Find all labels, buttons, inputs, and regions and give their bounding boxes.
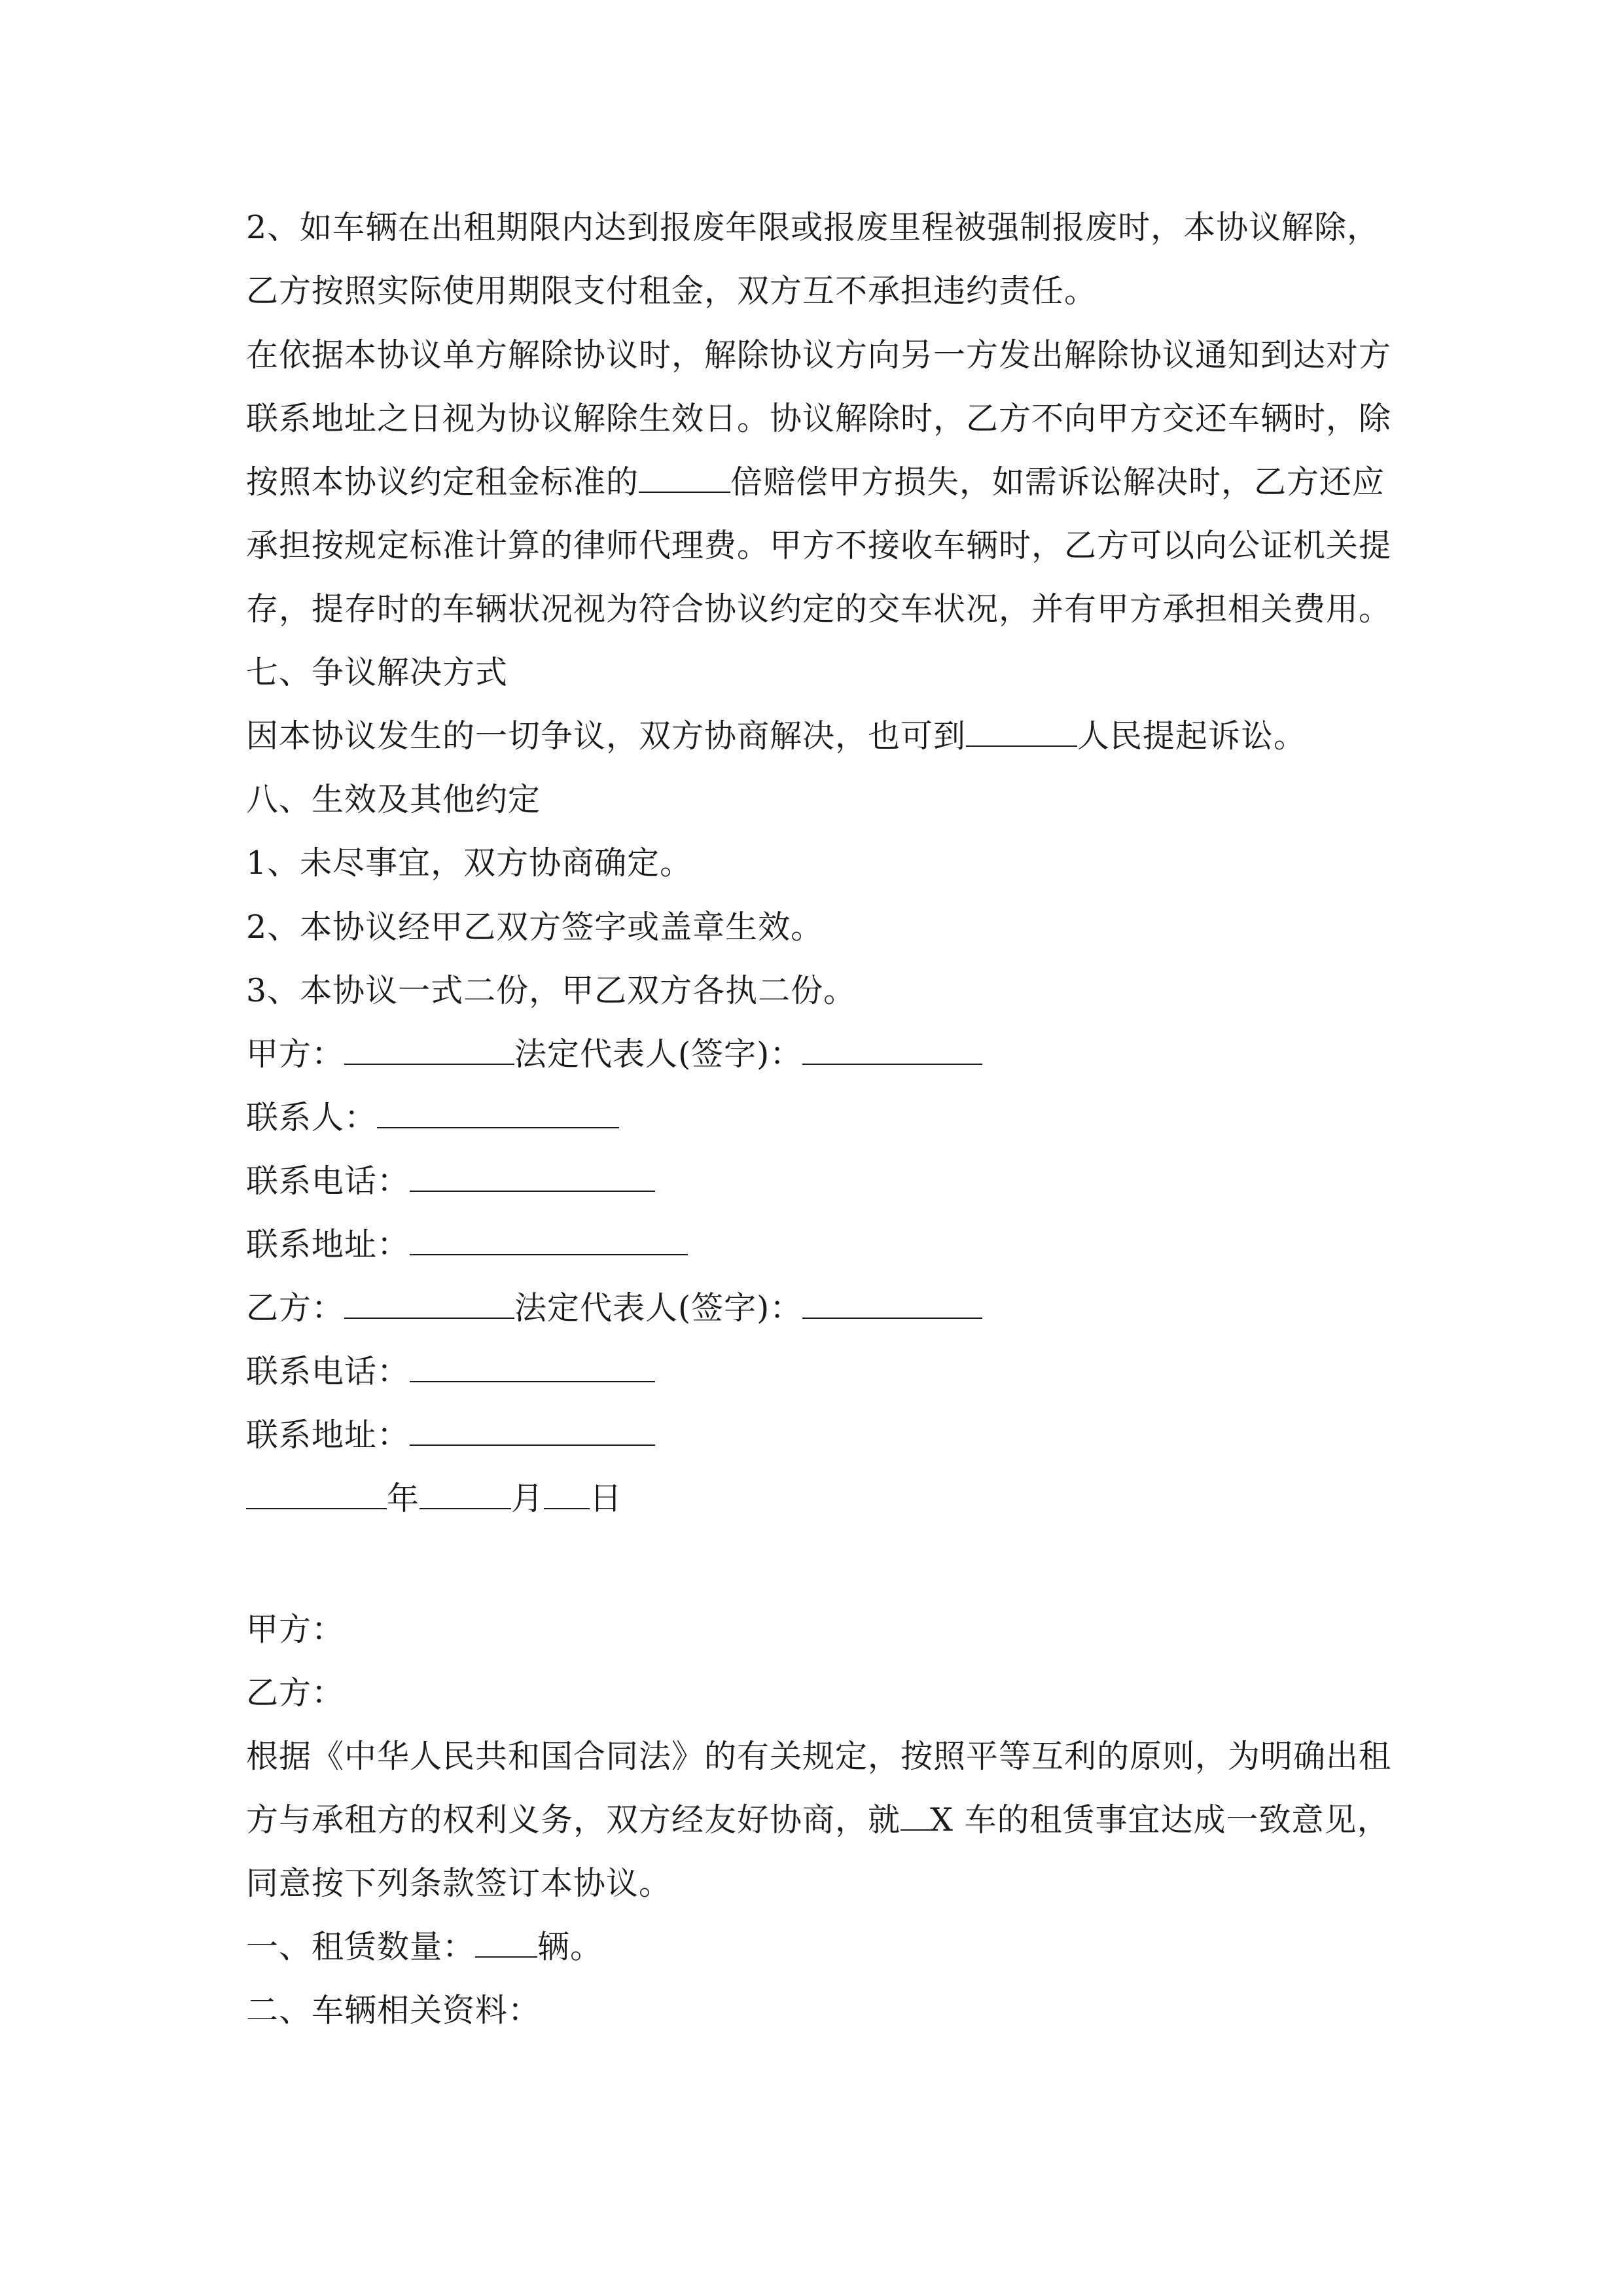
blank-field: [966, 717, 1077, 747]
phone-line-a: [246, 1162, 655, 1201]
paragraph-line: 1、未尽事宜，双方协商确定。: [246, 844, 693, 882]
paragraph-line: 在依据本协议单方解除协议时，解除协议方向另一方发出解除协议通知到达对方: [246, 336, 1392, 374]
paragraph-line: 根据《中华人民共和国合同法》的有关规定，按照平等互利的原则，为明确出租: [246, 1738, 1392, 1775]
phone-line-b: [246, 1352, 655, 1391]
party-b-signature-line: [246, 1289, 982, 1328]
legal-rep-label: 法定代表人(签字)：: [514, 1289, 803, 1327]
rental-quantity-line: [246, 1928, 603, 1967]
day-label: 日: [590, 1480, 623, 1517]
contact-person-line: [246, 1098, 619, 1138]
party-a-header: 甲方：: [246, 1611, 345, 1648]
paragraph-line: [246, 717, 1306, 756]
legal-rep-blank: [802, 1035, 982, 1065]
blank-field: [901, 1801, 930, 1831]
paragraph-text: 因本协议发生的一切争议，双方协商解决，也可到: [246, 717, 967, 755]
party-b-header: 乙方：: [246, 1674, 345, 1712]
legal-rep-label: 法定代表人(签字)：: [514, 1035, 803, 1073]
day-blank: [544, 1479, 590, 1509]
month-label: 月: [511, 1480, 544, 1517]
party-a-signature-line: [246, 1035, 982, 1074]
address-line-a: [246, 1225, 688, 1265]
contact-person-blank: [377, 1098, 619, 1128]
address-line-b: [246, 1416, 655, 1455]
paragraph-line: 3、本协议一式二份，甲乙双方各执二份。: [246, 972, 857, 1009]
contact-person-label: 联系人：: [246, 1099, 378, 1136]
paragraph-text: 倍赔偿甲方损失，如需诉讼解决时，乙方还应: [730, 463, 1385, 501]
phone-label: 联系电话：: [246, 1162, 410, 1200]
paragraph-line: 同意按下列条款签订本协议。: [246, 1865, 672, 1902]
section-heading: 二、车辆相关资料：: [246, 1992, 541, 2029]
party-a-blank: [344, 1035, 514, 1065]
paragraph-text: 按照本协议约定租金标准的: [246, 463, 639, 501]
paragraph-line: 2、如车辆在出租期限内达到报废年限或报废里程被强制报废时，本协议解除，: [246, 209, 1380, 246]
paragraph-line: [246, 463, 1385, 502]
paragraph-text: 辆。: [537, 1928, 603, 1965]
paragraph-line: 2、本协议经甲乙双方签字或盖章生效。: [246, 908, 824, 946]
address-blank: [410, 1416, 655, 1446]
address-label: 联系地址：: [246, 1226, 410, 1263]
month-blank: [419, 1479, 511, 1509]
year-blank: [246, 1479, 387, 1509]
paragraph-text: 方与承租方的权利义务，双方经友好协商，就: [246, 1801, 901, 1839]
paragraph-text: X 车的租赁事宜达成一致意见，: [930, 1801, 1390, 1839]
blank-field: [639, 463, 730, 493]
legal-rep-blank: [802, 1289, 982, 1319]
paragraph-line: [246, 1801, 1389, 1840]
paragraph-text: 一、租赁数量：: [246, 1928, 476, 1965]
section-heading: 七、争议解决方式: [246, 654, 508, 691]
paragraph-text: 人民提起诉讼。: [1077, 717, 1307, 755]
paragraph-line: 存，提存时的车辆状况视为符合协议约定的交车状况，并有甲方承担相关费用。: [246, 590, 1392, 628]
section-heading: 八、生效及其他约定: [246, 781, 541, 818]
paragraph-line: 承担按规定标准计算的律师代理费。甲方不接收车辆时，乙方可以向公证机关提: [246, 527, 1392, 564]
year-label: 年: [387, 1480, 420, 1517]
phone-blank: [410, 1162, 655, 1192]
party-a-label: 甲方：: [246, 1035, 345, 1073]
party-b-blank: [344, 1289, 514, 1319]
party-b-label: 乙方：: [246, 1289, 345, 1327]
quantity-blank: [475, 1928, 537, 1958]
address-blank: [410, 1225, 688, 1255]
address-label: 联系地址：: [246, 1416, 410, 1454]
phone-blank: [410, 1352, 655, 1382]
paragraph-line: 联系地址之日视为协议解除生效日。协议解除时，乙方不向甲方交还车辆时，除: [246, 400, 1392, 437]
date-line: [246, 1479, 622, 1518]
phone-label: 联系电话：: [246, 1353, 410, 1390]
paragraph-line: 乙方按照实际使用期限支付租金，双方互不承担违约责任。: [246, 272, 1097, 310]
